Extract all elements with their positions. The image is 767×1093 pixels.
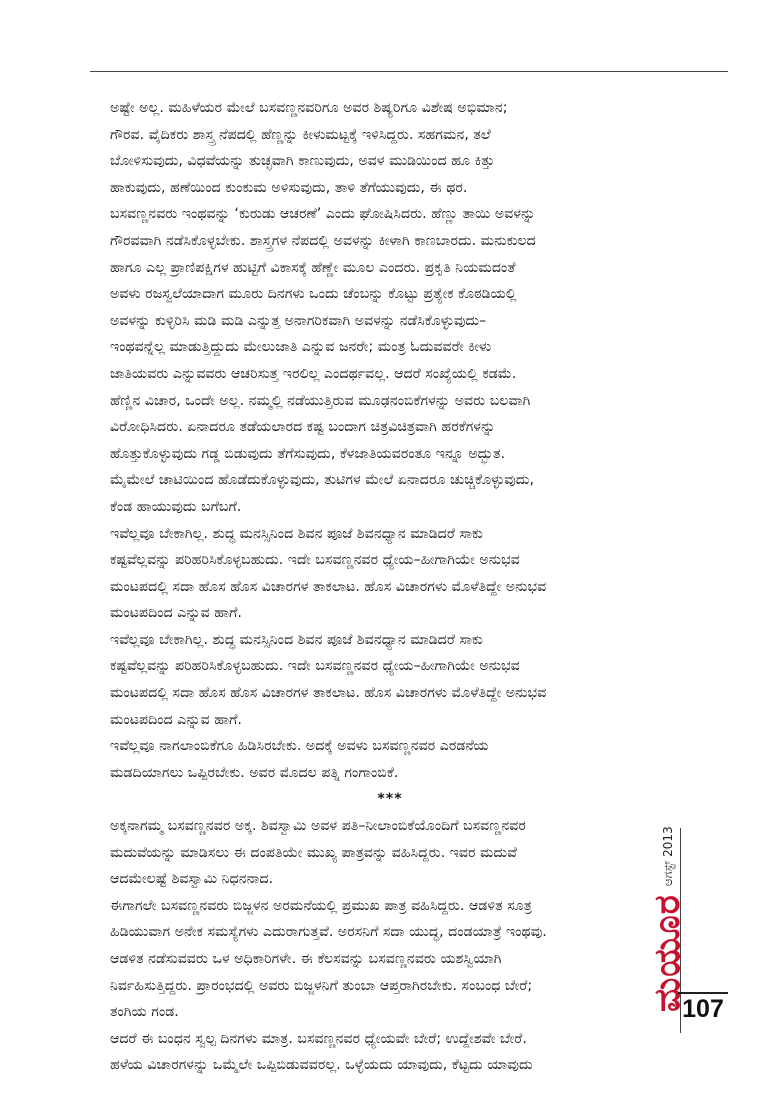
text-line: ವಿರೋಧಿಸಿದರು. ಏನಾದರೂ ತಡೆಯಲಾರದ ಕಷ್ಟ ಬಂದಾಗ ಚಿತ್ರವಿಚಿತ್ರವಾಗಿ ಹರಕೆಗಳನ್ನು (110, 419, 496, 436)
issue-date: ಆಗಸ್ಟ್ 2013 (661, 826, 675, 887)
magazine-name: ಮಯೂರ (647, 894, 688, 1012)
text-line: ಮಂಟಪದಿಂದ ಎನ್ನುವ ಹಾಗೆ. (110, 711, 242, 728)
text-line: ಅಷ್ಟೇ ಅಲ್ಲ. ಮಹಿಳೆಯರ ಮೇಲೆ ಬಸವಣ್ಣನವರಿಗೂ ಅವರ ಶಿಷ್ಯರಿಗೂ ವಿಶೇಷ ಅಭಿಮಾನ; (110, 100, 508, 116)
section-separator: *** (377, 791, 403, 808)
text-line: ಮದುವೆಯನ್ನು ಮಾಡಿಸಲು ಈ ದಂಪತಿಯೇ ಮುಖ್ಯ ಪಾತ್ರವನ್ನು ವಹಿಸಿದ್ದರು. ಇವರ ಮದುವೆ (110, 844, 517, 861)
text-line: ಬಸವಣ್ಣನವರು ಇಂಥವನ್ನು ‘ಕುರುಡು ಆಚರಣೆ’ ಎಂದು ಘೋಷಿಸಿದರು. ಹೆಣ್ಣು ತಾಯಿ ಅವಳನ್ನು (110, 206, 536, 223)
text-line: ತಂಗಿಯ ಗಂಡ. (110, 1004, 179, 1021)
text-line: ಅಕ್ಕನಾಗಮ್ಮ ಬಸವಣ್ಣನವರ ಅಕ್ಕ. ಶಿವಸ್ವಾಮಿ ಅವಳ ಪತಿ–ನೀಲಾಂಬಿಕೆಯೊಂದಿಗೆ ಬಸವಣ್ಣನವರ (110, 818, 526, 835)
text-line: ಹಿಡಿಯುವಾಗ ಅನೇಕ ಸಮಸ್ಯೆಗಳು ಎದುರಾಗುತ್ತವೆ. ಅರಸನಿಗೆ ಸದಾ ಯುದ್ಧ, ದಂಡಯಾತ್ರೆ ಇಂಥವು. (110, 924, 547, 941)
text-line: ಇಂಥವನ್ನೆಲ್ಲ ಮಾಡುತ್ತಿದ್ದುದು ಮೇಲುಜಾತಿ ಎನ್ನುವ ಜನರೇ; ಮಂತ್ರ ಓದುವವರೇ ಕೀಳು (110, 339, 492, 356)
text-line: ಜಾತಿಯವರು ಎನ್ನುವವರು ಆಚರಿಸುತ್ತ ಇರಲಿಲ್ಲ ಎಂದರ್ಥವಲ್ಲ. ಆದರೆ ಸಂಖ್ಯೆಯಲ್ಲಿ ಕಡಮೆ. (110, 365, 517, 382)
text-line: ಆದಮೇಲಷ್ಟೆ ಶಿವಸ್ವಾಮಿ ನಿಧನನಾದ. (110, 871, 274, 888)
text-line: ಇವೆಲ್ಲವೂ ನಾಗಲಾಂಬಿಕೆಗೂ ಹಿಡಿಸಿರಬೇಕು. ಅದಕ್ಕೆ ಅವಳು ಬಸವಣ್ಣನವರ ಎರಡನೆಯ (110, 738, 489, 755)
text-line: ಹಳೆಯ ವಿಚಾರಗಳನ್ನು ಒಮ್ಮೆಲೇ ಒಪ್ಪಿಬಿಡುವವರಲ್ಲ. ಒಳ್ಳೆಯದು ಯಾವುದು, ಕೆಟ್ಟದು ಯಾವುದು (110, 1057, 533, 1074)
text-line: ಅವಳನ್ನು ಕುಳ್ಳಿರಿಸಿ ಮಡಿ ಮಡಿ ಎನ್ನುತ್ತ ಅನಾಗರಿಕವಾಗಿ ಅವಳನ್ನು ನಡೆಸಿಕೊಳ್ಳುವುದು– (110, 312, 487, 329)
text-line: ಹಾಕುವುದು, ಹಣೆಯಿಂದ ಕುಂಕುಮ ಅಳಿಸುವುದು, ತಾಳಿ ತೆಗೆಯುವುದು, ಈ ಥರ. (110, 179, 468, 196)
text-line: ಕೆಂಡ ಹಾಯುವುದು ಬಗೆಬಗೆ. (110, 498, 242, 515)
text-line: ಬೋಳಿಸುವುದು, ವಿಧವೆಯನ್ನು ತುಚ್ಛವಾಗಿ ಕಾಣುವುದು, ಅವಳ ಮುಡಿಯಿಂದ ಹೂ ಕಿತ್ತು (110, 153, 495, 170)
text-line: ಹೊತ್ತುಕೊಳ್ಳುವುದು ಗಡ್ಡ ಬಿಡುವುದು ತೆಗೆಸುವುದು, ಕೆಳಜಾತಿಯವರಂತೂ ಇನ್ನೂ ಅದ್ಭುತ. (110, 445, 505, 462)
text-line: ಮಂಟಪದಲ್ಲಿ ಸದಾ ಹೊಸ ಹೊಸ ವಿಚಾರಗಳ ತಾಕಲಾಟ. ಹೊಸ ವಿಚಾರಗಳು ಮೊಳೆತಿದ್ದೇ ಅನುಭವ (110, 578, 547, 595)
text-line: ಹಾಗೂ ಎಲ್ಲ ಪ್ರಾಣಿಪಕ್ಷಿಗಳ ಹುಟ್ಟಿಗೆ ವಿಕಾಸಕ್ಕೆ ಹೆಣ್ಣೇ ಮೂಲ ಎಂದರು. ಪ್ರಕೃತಿ ನಿಯಮದಂತೆ (110, 259, 516, 276)
text-line: ಆದರೆ ಈ ಬಂಧನ ಸ್ವಲ್ಪ ದಿನಗಳು ಮಾತ್ರ. ಬಸವಣ್ಣನವರ ಧ್ಯೇಯವೇ ಬೇರೆ; ಉದ್ದೇಶವೇ ಬೇರೆ. (110, 1030, 527, 1047)
text-line: ಕಷ್ಟವೆಲ್ಲವನ್ನು ಪರಿಹರಿಸಿಕೊಳ್ಳಬಹುದು. ಇದೇ ಬಸವಣ್ಣನವರ ಧ್ಯೇಯ–ಹೀಗಾಗಿಯೇ ಅನುಭವ (110, 552, 520, 569)
text-line: ಗೌರವವಾಗಿ ನಡೆಸಿಕೊಳ್ಳಬೇಕು. ಶಾಸ್ತ್ರಗಳ ನೆಪದಲ್ಲಿ ಅವಳನ್ನು ಕೀಳಾಗಿ ಕಾಣಬಾರದು. ಮನುಕುಲದ (110, 232, 536, 249)
text-line: ಮಂಟಪದಲ್ಲಿ ಸದಾ ಹೊಸ ಹೊಸ ವಿಚಾರಗಳ ತಾಕಲಾಟ. ಹೊಸ ವಿಚಾರಗಳು ಮೊಳೆತಿದ್ದೇ ಅನುಭವ (110, 685, 547, 702)
text-line: ಹೆಣ್ಣಿನ ವಿಚಾರ, ಒಂದೇ ಅಲ್ಲ. ನಮ್ಮಲ್ಲಿ ನಡೆಯುತ್ತಿರುವ ಮೂಢನಂಬಿಕೆಗಳನ್ನು ಅವರು ಬಲವಾಗಿ (110, 392, 531, 409)
text-line: ಮಡದಿಯಾಗಲು ಒಪ್ಪಿರಬೇಕು. ಅವರ ಮೊದಲ ಪತ್ನಿ ಗಂಗಾಂಬಿಕೆ. (110, 764, 399, 781)
text-line: ಆಡಳಿತ ನಡೆಸುವವರು ಒಳ ಅಧಿಕಾರಿಗಳೇ. ಈ ಕೆಲಸವನ್ನು ಬಸವಣ್ಣನವರು ಯಶಸ್ವಿಯಾಗಿ (110, 951, 502, 967)
text-line: ಮೈಮೇಲೆ ಚಾಟಿಯಿಂದ ಹೊಡೆದುಕೊಳ್ಳುವುದು, ತುಟಿಗಳ ಮೇಲೆ ಏನಾದರೂ ಚುಚ್ಚಿಕೊಳ್ಳುವುದು, (110, 472, 535, 489)
page-number-rule (678, 992, 728, 994)
article-body (90, 95, 690, 1079)
text-line: ನಿರ್ವಹಿಸುತ್ತಿದ್ದರು. ಪ್ರಾರಂಭದಲ್ಲಿ ಅವರು ಬಿಜ್ಜಳನಿಗೆ ತುಂಬಾ ಆಪ್ತರಾಗಿರಬೇಕು. ಸಂಬಂಧ ಬೇರೆ; (110, 977, 533, 994)
text-line: ಗೌರವ. ವೈದಿಕರು ಶಾಸ್ತ್ರ ನೆಪದಲ್ಲಿ ಹೆಣ್ಣನ್ನು ಕೀಳುಮಟ್ಟಕ್ಕೆ ಇಳಿಸಿದ್ದರು. ಸಹಗಮನ, ತಲೆ (110, 126, 491, 143)
page-number: 107 (682, 995, 724, 1023)
text-line: ಕಷ್ಟವೆಲ್ಲವನ್ನು ಪರಿಹರಿಸಿಕೊಳ್ಳಬಹುದು. ಇದೇ ಬಸವಣ್ಣನವರ ಧ್ಯೇಯ–ಹೀಗಾಗಿಯೇ ಅನುಭವ (110, 658, 520, 675)
text-line: ಇವೆಲ್ಲವೂ ಬೇಕಾಗಿಲ್ಲ. ಶುದ್ಧ ಮನಸ್ಸಿನಿಂದ ಶಿವನ ಪೂಜೆ ಶಿವನಧ್ಯಾನ ಮಾಡಿದರೆ ಸಾಕು (110, 631, 483, 648)
header-rule (90, 71, 728, 72)
text-line: ಈಗಾಗಲೇ ಬಸವಣ್ಣನವರು ಬಿಜ್ಜಳನ ಅರಮನೆಯಲ್ಲಿ ಪ್ರಮುಖ ಪಾತ್ರ ವಹಿಸಿದ್ದರು. ಆಡಳಿತ ಸೂತ್ರ (110, 897, 532, 914)
text-line: ಇವೆಲ್ಲವೂ ಬೇಕಾಗಿಲ್ಲ. ಶುದ್ಧ ಮನಸ್ಸಿನಿಂದ ಶಿವನ ಪೂಜೆ ಶಿವನಧ್ಯಾನ ಮಾಡಿದರೆ ಸಾಕು (110, 525, 483, 542)
text-line: ಮಂಟಪದಿಂದ ಎನ್ನುವ ಹಾಗೆ. (110, 605, 242, 622)
text-line: ಅವಳು ರಜಸ್ವಲೆಯಾದಾಗ ಮೂರು ದಿನಗಳು ಒಂದು ಚೆಂಬನ್ನು ಕೊಟ್ಟು ಪ್ರತ್ಯೇಕ ಕೊಠಡಿಯಲ್ಲಿ (110, 286, 517, 303)
